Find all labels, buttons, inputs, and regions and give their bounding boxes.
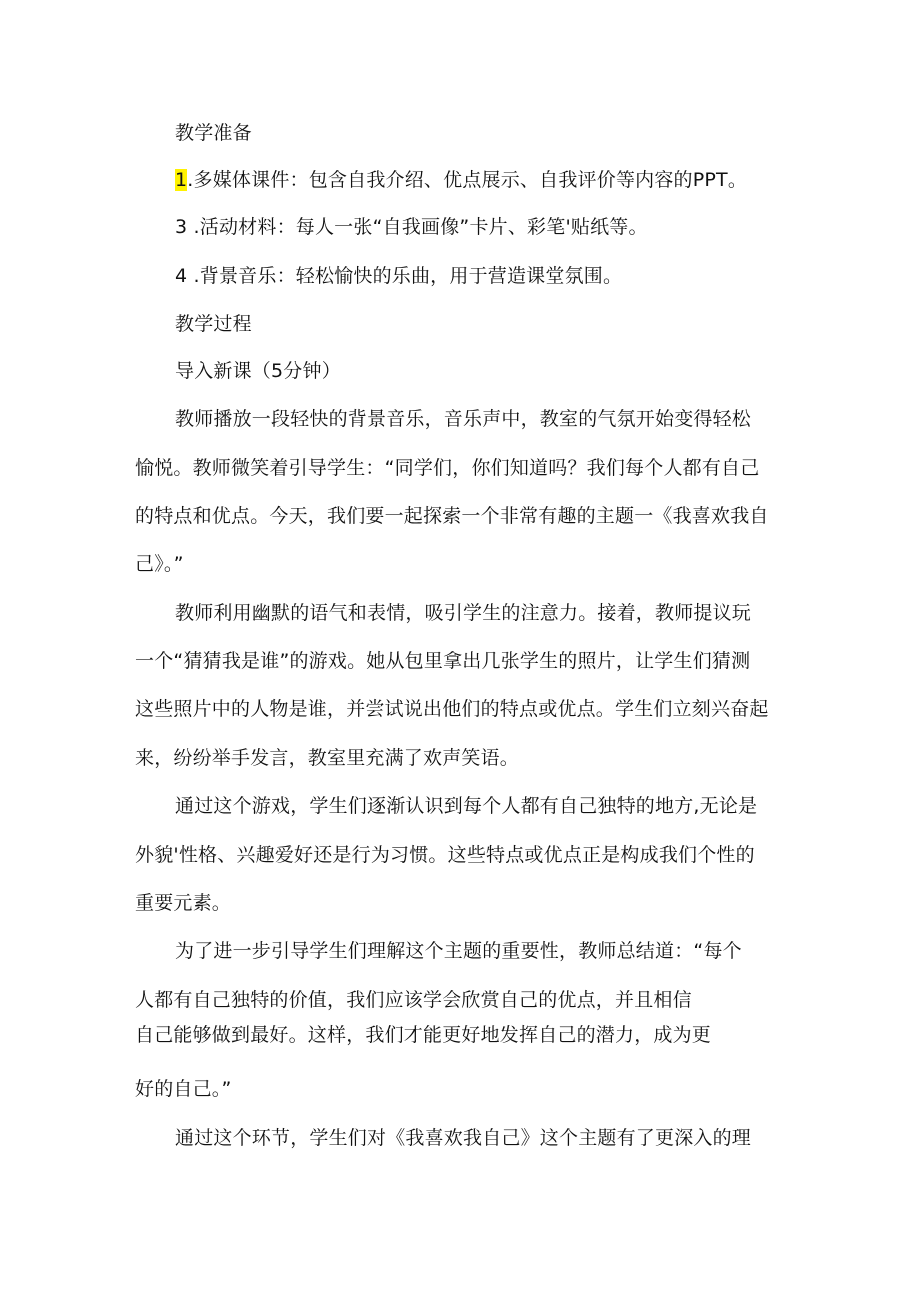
subheading-intro: 导入新课（5分钟） bbox=[175, 360, 341, 382]
prep-item-1 bbox=[175, 168, 747, 192]
paragraph-3-line-1: 通过这个游戏，学生们逐渐认识到每个人都有自己独特的地方,无论是 bbox=[175, 795, 758, 817]
paragraph-1-line-4: 己》。” bbox=[135, 553, 184, 575]
paragraph-1-line-3: 的特点和优点。今天，我们要一起探索一个非常有趣的主题一《我喜欢我自 bbox=[135, 505, 769, 527]
highlighted-number: 1 bbox=[175, 169, 188, 191]
paragraph-4-line-3: 自己能够做到最好。这样，我们才能更好地发挥自己的潜力，成为更 bbox=[135, 1024, 712, 1046]
heading-process: 教学过程 bbox=[175, 313, 252, 335]
prep-item-3: 3 .活动材料：每人一张“自我画像”卡片、彩笔'贴纸等。 bbox=[175, 216, 648, 238]
paragraph-4-line-2: 人都有自己独特的价值，我们应该学会欣赏自己的优点，并且相信 bbox=[135, 989, 692, 1011]
paragraph-2-line-3: 这些照片中的人物是谁，并尝试说出他们的特点或优点。学生们立刻兴奋起 bbox=[135, 698, 769, 720]
paragraph-3-line-2: 外貌'性格、兴趣爱好还是行为习惯。这些特点或优点正是构成我们个性的 bbox=[135, 844, 755, 866]
paragraph-4-line-4: 好的自己。” bbox=[135, 1078, 232, 1100]
paragraph-2-line-1: 教师利用幽默的语气和表情，吸引学生的注意力。接着，教师提议玩 bbox=[175, 602, 752, 624]
paragraph-1-line-1: 教师播放一段轻快的背景音乐，音乐声中，教室的气氛开始变得轻松 bbox=[175, 408, 752, 430]
paragraph-2-line-2: 一个“猜猜我是谁”的游戏。她从包里拿出几张学生的照片，让学生们猜测 bbox=[135, 650, 751, 672]
prep-item-4: 4 .背景音乐：轻松愉快的乐曲，用于营造课堂氛围。 bbox=[175, 265, 623, 287]
heading-preparation: 教学准备 bbox=[175, 122, 252, 144]
prep-item-1-text: .多媒体课件：包含自我介绍、优点展示、自我评价等内容的PPT。 bbox=[187, 169, 748, 191]
paragraph-3-line-3: 重要元素。 bbox=[135, 892, 232, 914]
paragraph-5-line-1: 通过这个环节，学生们对《我喜欢我自己》这个主题有了更深入的理 bbox=[175, 1127, 752, 1149]
paragraph-4-line-1: 为了进一步引导学生们理解这个主题的重要性，教师总结道：“每个 bbox=[175, 940, 742, 962]
paragraph-1-line-2: 愉悦。教师微笑着引导学生：“同学们，你们知道吗？我们每个人都有自己 bbox=[135, 457, 760, 479]
paragraph-2-line-4: 来，纷纷举手发言，教室里充满了欢声笑语。 bbox=[135, 747, 520, 769]
